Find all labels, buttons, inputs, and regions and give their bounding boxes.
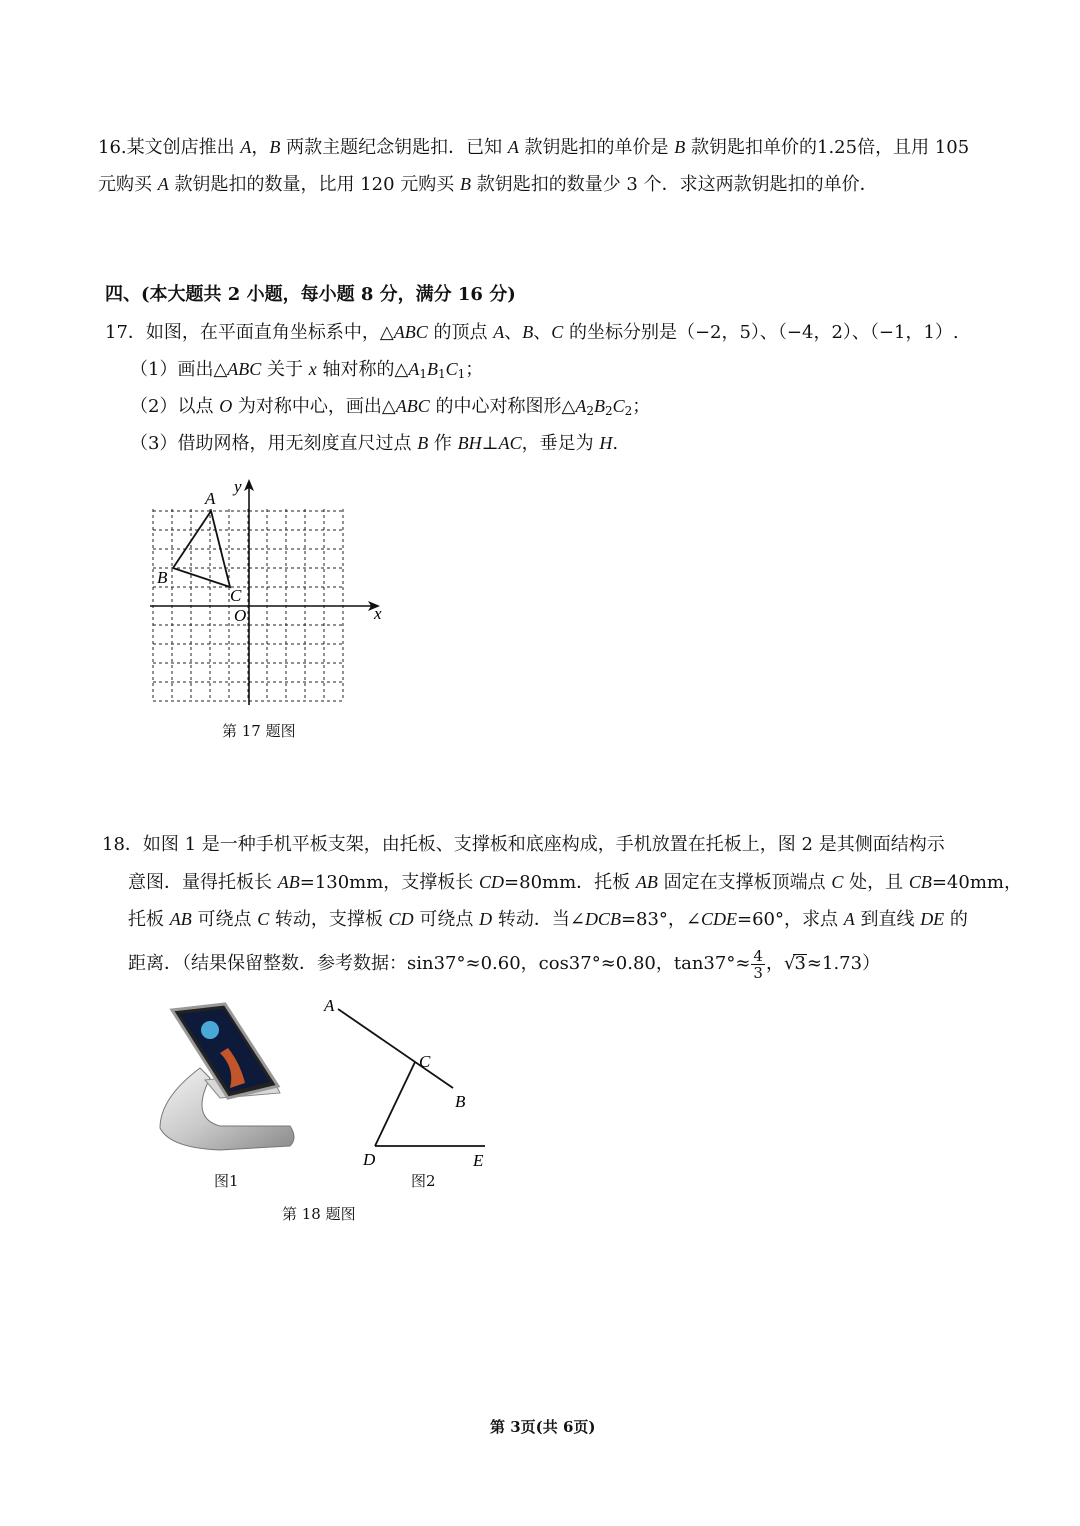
q18-line3: 托板 AB 可绕点 C 转动，支撑板 CD 可绕点 D 转动．当∠DCB=83°，∠CDE=60°，求点 A 到直线 DE 的 [128, 909, 968, 930]
label-B: B [455, 1092, 466, 1111]
label-C: C [230, 586, 242, 605]
q18-line2: 意图．量得托板长 AB=130mm，支撑板长 CD=80mm．托板 AB 固定在支撑板顶端点 C 处，且 CB=40mm， [128, 872, 1022, 893]
label-A: A [205, 489, 216, 508]
label-y: y [234, 477, 242, 496]
sqrt-symbol: √ [783, 953, 796, 974]
q18-caption: 第 18 题图 [282, 1205, 356, 1223]
q17-stem: 17．如图，在平面直角坐标系中，△ABC 的顶点 A、B、C 的坐标分别是（−2，5）、（−4，2）、（−1，1）. [105, 322, 959, 343]
label-O: O [234, 606, 247, 625]
page-number: 第 3页(共 6页) [490, 1418, 596, 1436]
label-E: E [473, 1151, 484, 1170]
label-A: A [324, 996, 335, 1015]
q17-part3: （3）借助网格，用无刻度直尺过点 B 作 BH⊥AC，垂足为 H. [130, 433, 619, 454]
label-D: D [363, 1150, 376, 1169]
q16-line1: 16.某文创店推出 A，B 两款主题纪念钥匙扣．已知 A 款钥匙扣的单价是 B 款钥匙扣单价的1.25倍，且用 105 [98, 137, 970, 158]
phone-stand-illustration [150, 998, 300, 1158]
q17-part2: （2）以点 O 为对称中心，画出△ABC 的中心对称图形$\triangle A_2B_2C_2$； [130, 396, 651, 418]
q17-grid-figure [140, 475, 400, 715]
q16-line2: 元购买 A 款钥匙扣的数量，比用 120 元购买 B 款钥匙扣的数量少 3 个．求这两款钥匙扣的单价． [98, 174, 878, 195]
fraction-4-over-3: $\frac{4}{3}$ [753, 946, 763, 982]
segment-ab [338, 1009, 453, 1088]
q17-caption: 第 17 题图 [222, 722, 296, 740]
fig1-caption: 图1 [214, 1172, 239, 1190]
label-C: C [419, 1052, 431, 1071]
segment-cd [375, 1062, 415, 1146]
q18-line4: 距离．（结果保留整数．参考数据：sin37°≈0.60，cos37°≈0.80，tan37°≈ $\frac{4}{3}$ ，√3≈1.73） [128, 946, 881, 982]
q17-part1: （1）画出△ABC 关于 x 轴对称的$\triangle A_1B_1C_1$； [130, 359, 484, 381]
fig2-caption: 图2 [411, 1172, 436, 1190]
section-heading: 四、(本大题共 2 小题，每小题 8 分，满分 16 分) [105, 284, 516, 305]
q18-line1: 18．如图 1 是一种手机平板支架，由托板、支撑板和底座构成，手机放置在托板上，图 2 是其侧面结构示 [102, 834, 945, 855]
dashed-grid [153, 509, 343, 701]
q18-structure-diagram [320, 992, 500, 1172]
label-B: B [157, 568, 168, 587]
label-x: x [374, 604, 382, 623]
